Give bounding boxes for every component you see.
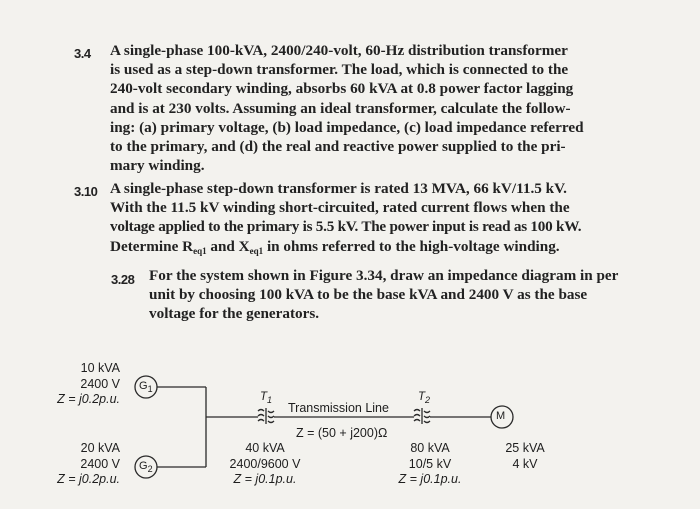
problem-line: Determine $R_{eq1}$ and $X_{eq1}$ in ohms referred to the high-voltage winding.	[110, 237, 560, 256]
problem-line: A single-phase step-down transformer is rated 13 MVA, 66 kV/11.5 kV.	[110, 180, 567, 197]
rating-line: 2400 V	[80, 376, 120, 391]
problem-line: ing: (a) primary voltage, (b) load impedance, (c) load impedance referred	[110, 118, 584, 136]
problem-line: unit by choosing 100 kVA to be the base kVA and 2400 V as the base	[149, 286, 588, 304]
transformer-2-label: $T_2$	[418, 391, 431, 405]
transformer-1-label: $T_1$	[260, 391, 273, 405]
rating-line: 40 kVA	[245, 441, 285, 455]
generator-1-label: $G_1$	[139, 380, 153, 394]
problem-line: and is at 230 volts. Assuming an ideal transformer, calculate the follow-	[110, 99, 571, 117]
rating-line: Z = j0.1p.u.	[398, 472, 462, 486]
motor-ratings	[490, 441, 560, 472]
rating-line: 4 kV	[512, 456, 538, 471]
transmission-line-label: Transmission Line	[288, 401, 389, 415]
transformer-1-ratings	[210, 441, 320, 488]
problem-line: to the primary, and (d) the real and reactive power supplied to the pri-	[110, 138, 566, 156]
transformer-1-symbol	[258, 408, 274, 424]
motor-label: M	[496, 410, 506, 422]
rating-line: 2400 V	[80, 456, 120, 471]
problem-line: With the 11.5 kV winding short-circuited, rated current flows when the	[110, 199, 570, 217]
problem-line: 240-volt secondary winding, absorbs 60 kVA at 0.8 power factor lagging	[110, 80, 574, 98]
generator-2-label: $G_2$	[139, 460, 153, 474]
problem-line: mary winding.	[110, 157, 205, 175]
problem-line: A single-phase 100-kVA, 2400/240-volt, 60-Hz distribution transformer	[110, 42, 568, 59]
rating-line: Z = j0.1p.u.	[233, 472, 297, 486]
rating-line: 25 kVA	[505, 441, 545, 455]
problem-number: 3.28	[111, 272, 135, 287]
problem-line: voltage for the generators.	[149, 305, 320, 323]
problem-number: 3.10	[74, 184, 98, 199]
rating-line: 2400/9600 V	[229, 456, 301, 471]
problem-number: 3.4	[74, 46, 91, 61]
transmission-line-impedance: Z = (50 + j200)Ω	[296, 426, 388, 440]
problem-line: is used as a step-down transformer. The load, which is connected to the	[110, 61, 569, 79]
rating-line: 10/5 kV	[408, 456, 452, 471]
problem-line: For the system shown in Figure 3.34, draw an impedance diagram in per	[149, 267, 619, 284]
rating-line: Z = j0.2p.u.	[57, 392, 120, 406]
rating-line: Z = j0.2p.u.	[57, 472, 120, 486]
generator-2-ratings	[40, 441, 120, 488]
rating-line: 80 kVA	[410, 441, 450, 455]
rating-line: 20 kVA	[80, 441, 120, 455]
generator-1-ratings	[40, 361, 120, 408]
rating-line: 10 kVA	[80, 361, 120, 375]
transformer-2-symbol	[414, 408, 430, 424]
transformer-2-ratings	[380, 441, 480, 488]
problem-line: voltage applied to the primary is 5.5 kV. The power input is read as 100 kW.	[110, 218, 582, 236]
